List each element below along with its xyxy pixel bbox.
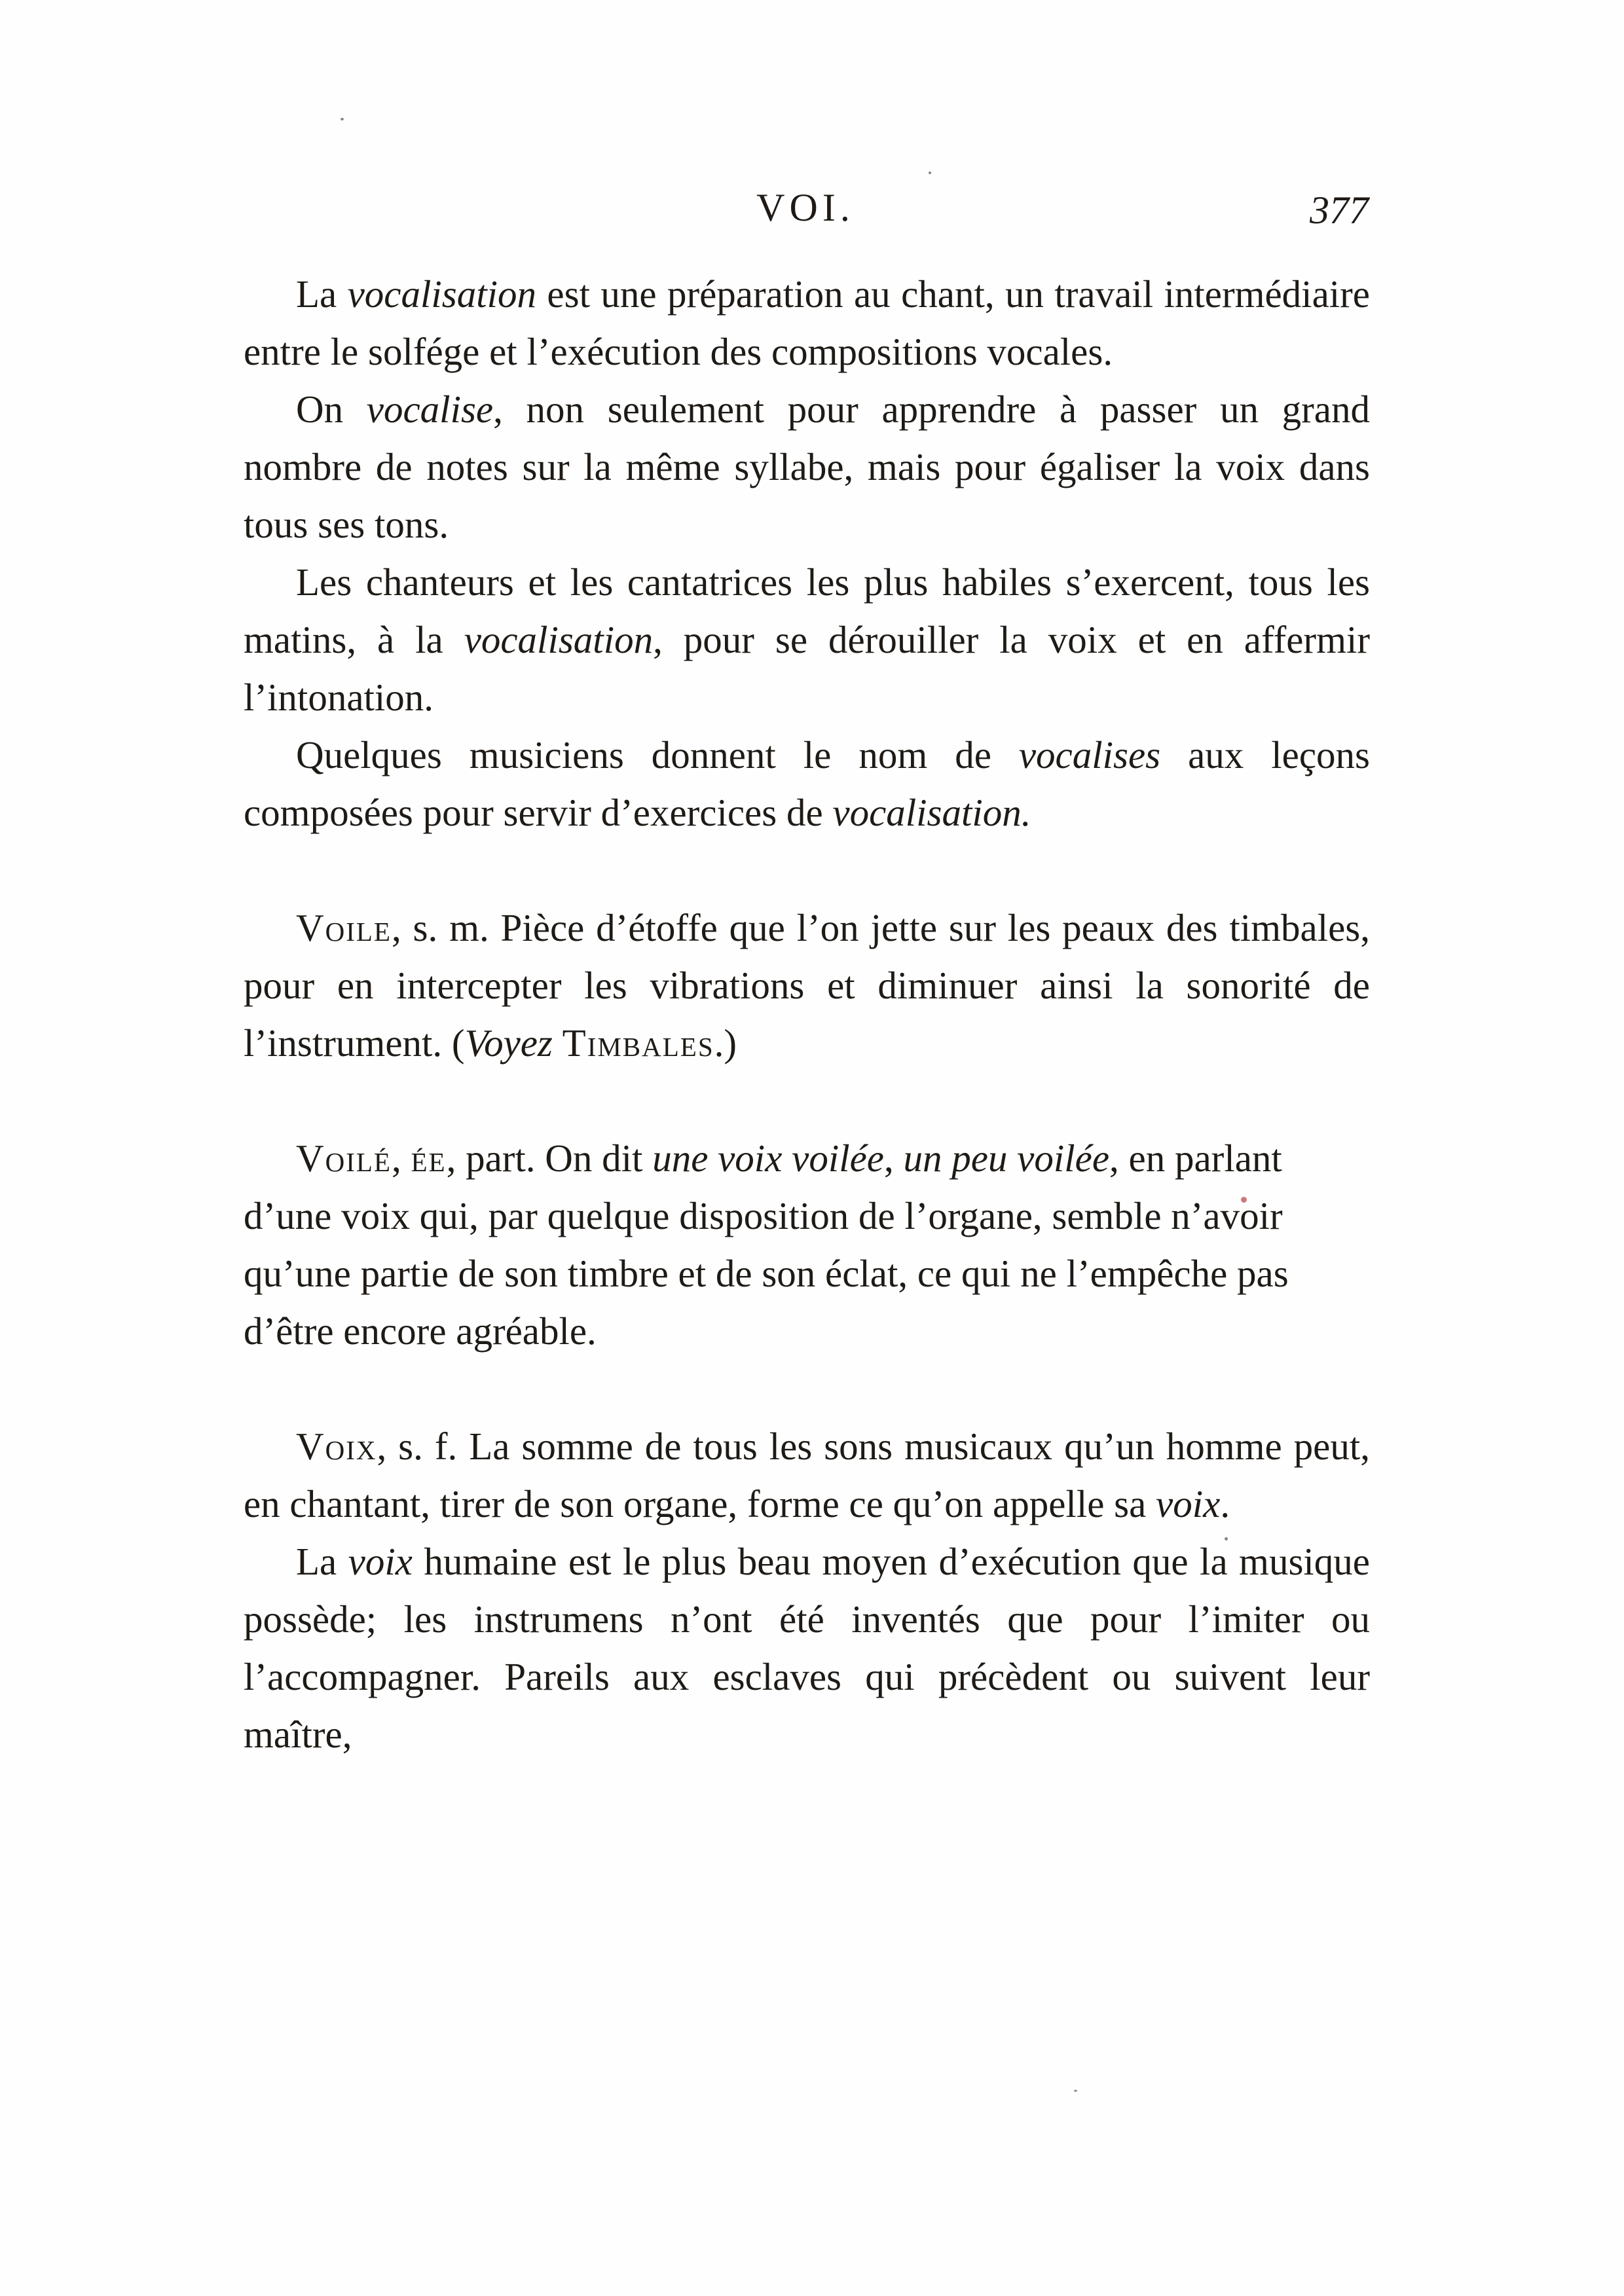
text-run: ,: [391, 1137, 411, 1180]
text-run: Les chanteurs et les cantatrices les plus habiles s’exercent, tous les matins, à la: [244, 560, 1370, 661]
text-run: est une préparation au chant, un travail intermédiaire entre le solfége et l’exécution des compositions vocales.: [244, 272, 1370, 373]
text-run: On: [296, 388, 367, 431]
text-run: humaine est le plus beau moyen d’exécution que la musique possède; les instrumens n’ont été inventés que pour l’imiter ou l’accompagner. Pareils aux esclaves qui précèdent ou suivent leur maître,: [244, 1540, 1370, 1756]
italic-term: vocalise: [366, 388, 494, 431]
text-run: , en parlant d’une voix qui, par quelque disposition de l’organe, semble n’avoir qu’une partie de son timbre et de son éclat, ce qui ne l’empêche pas d’être encore agréable.: [244, 1137, 1289, 1353]
paragraph: [244, 265, 1370, 380]
entry-feminine-ending: ée: [411, 1137, 447, 1180]
body-text: [244, 265, 1370, 1763]
text-run: La: [296, 1540, 348, 1583]
paragraph: [244, 726, 1370, 841]
entry-headword: Voix: [296, 1425, 377, 1468]
paper-speck: [1074, 2090, 1077, 2092]
entry-headword: Voilé: [296, 1137, 392, 1180]
italic-term: Voyez: [464, 1021, 553, 1065]
text-run: ,: [884, 1137, 904, 1180]
text-run: Quelques musiciens donnent le nom de: [296, 733, 1019, 776]
paragraph: [244, 553, 1370, 726]
entry-headword: Voile: [296, 906, 392, 949]
text-run: [553, 1021, 563, 1065]
italic-term: vocalises: [1018, 733, 1161, 776]
dictionary-entry-voile-part: [244, 1129, 1370, 1360]
text-run: .): [714, 1021, 737, 1065]
italic-term: voix: [1156, 1482, 1221, 1525]
text-run: , part. On dit: [446, 1137, 653, 1180]
page-header: [242, 178, 1369, 237]
italic-term: vocalisation: [464, 618, 654, 661]
text-run: aux leçons composées pour servir d’exercices de: [244, 733, 1370, 834]
italic-term: une voix voilée: [652, 1137, 884, 1180]
dictionary-entry-voix: [244, 1417, 1370, 1533]
text-run: , pour se dérouiller la voix et en affermir l’intonation.: [244, 618, 1370, 719]
italic-term: vocalisation: [347, 272, 537, 316]
text-run: , s. f. La somme de tous les sons musicaux qu’un homme peut, en chantant, tirer de son organe, forme ce qu’on appelle sa: [244, 1425, 1370, 1525]
text-run: , non seulement pour apprendre à passer un grand nombre de notes sur la même syllabe, mais pour égaliser la voix dans tous ses tons.: [244, 388, 1370, 546]
text-run: La: [296, 272, 348, 316]
text-run: .: [1220, 1482, 1230, 1525]
paragraph: [244, 1533, 1370, 1763]
italic-term: vocalisation.: [832, 791, 1031, 834]
text-run: , s. m. Pièce d’étoffe que l’on jette sur les peaux des timbales, pour en intercepter les vibrations et diminuer ainsi la sonorité de l’instrument. (: [244, 906, 1370, 1065]
italic-term: un peu voilée: [903, 1137, 1110, 1180]
paper-speck: [929, 172, 931, 174]
paragraph: [244, 380, 1370, 553]
cross-reference: Timbales: [562, 1021, 714, 1065]
running-head: VOI.: [756, 186, 855, 229]
italic-term: voix: [348, 1540, 413, 1583]
dictionary-entry-voile: [244, 899, 1370, 1072]
page-number: 377: [1310, 189, 1369, 232]
paper-speck: [341, 118, 344, 120]
